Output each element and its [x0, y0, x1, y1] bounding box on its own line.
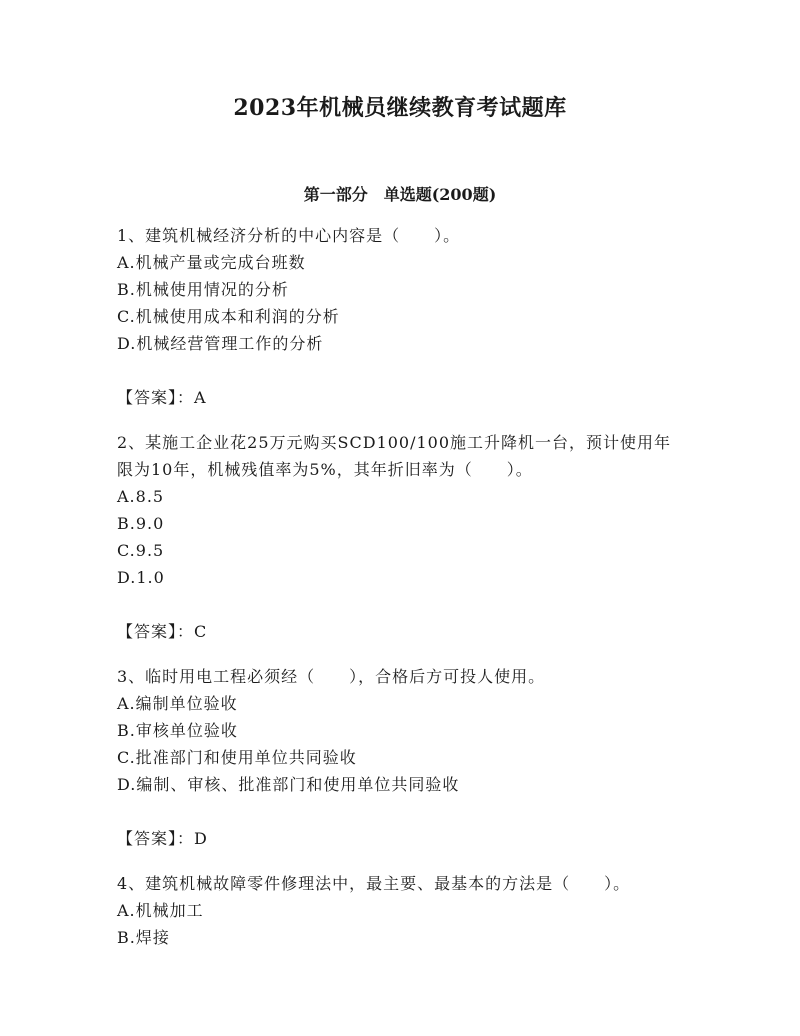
question-stem: 2、某施工企业花25万元购买SCD100/100施工升降机一台，预计使用年限为10年，机械残值率为5%，其年折旧率为（ ）。: [117, 433, 672, 479]
option-b: B.审核单位验收: [117, 721, 238, 740]
option-d: D.1.0: [117, 568, 165, 587]
option-a: A.8.5: [117, 487, 165, 506]
option-d: D.编制、审核、批准部门和使用单位共同验收: [117, 775, 460, 794]
question-stem: 3、临时用电工程必须经（ ），合格后方可投人使用。: [117, 667, 546, 686]
answer-line: [117, 384, 687, 411]
question-2: [117, 429, 687, 645]
option-b: B.焊接: [117, 928, 170, 947]
option-c: C.9.5: [117, 541, 165, 560]
option-a: A.机械产量或完成台班数: [117, 253, 306, 272]
question-1: [117, 222, 687, 411]
question-3: [117, 663, 687, 852]
option-c: C.批准部门和使用单位共同验收: [117, 748, 357, 767]
option-a: A.编制单位验收: [117, 694, 238, 713]
answer-value: A: [194, 388, 207, 407]
answer-value: D: [194, 829, 208, 848]
document-title: 2023年机械员继续教育考试题库: [233, 95, 567, 121]
question-stem: 1、建筑机械经济分析的中心内容是（ ）。: [117, 226, 461, 245]
option-d: D.机械经营管理工作的分析: [117, 334, 324, 353]
answer-line: [117, 825, 687, 852]
section-heading: 第一部分 单选题(200题): [303, 185, 497, 204]
answer-label: 【答案】：: [117, 829, 195, 848]
option-b: B.9.0: [117, 514, 165, 533]
option-c: C.机械使用成本和利润的分析: [117, 307, 340, 326]
answer-value: C: [194, 622, 208, 641]
option-b: B.机械使用情况的分析: [117, 280, 289, 299]
question-stem: 4、建筑机械故障零件修理法中，最主要、最基本的方法是（ ）。: [117, 874, 631, 893]
question-list: [117, 222, 687, 951]
question-4: [117, 870, 687, 951]
answer-line: [117, 618, 687, 645]
option-a: A.机械加工: [117, 901, 204, 920]
answer-label: 【答案】：: [117, 622, 195, 641]
answer-label: 【答案】：: [117, 388, 195, 407]
